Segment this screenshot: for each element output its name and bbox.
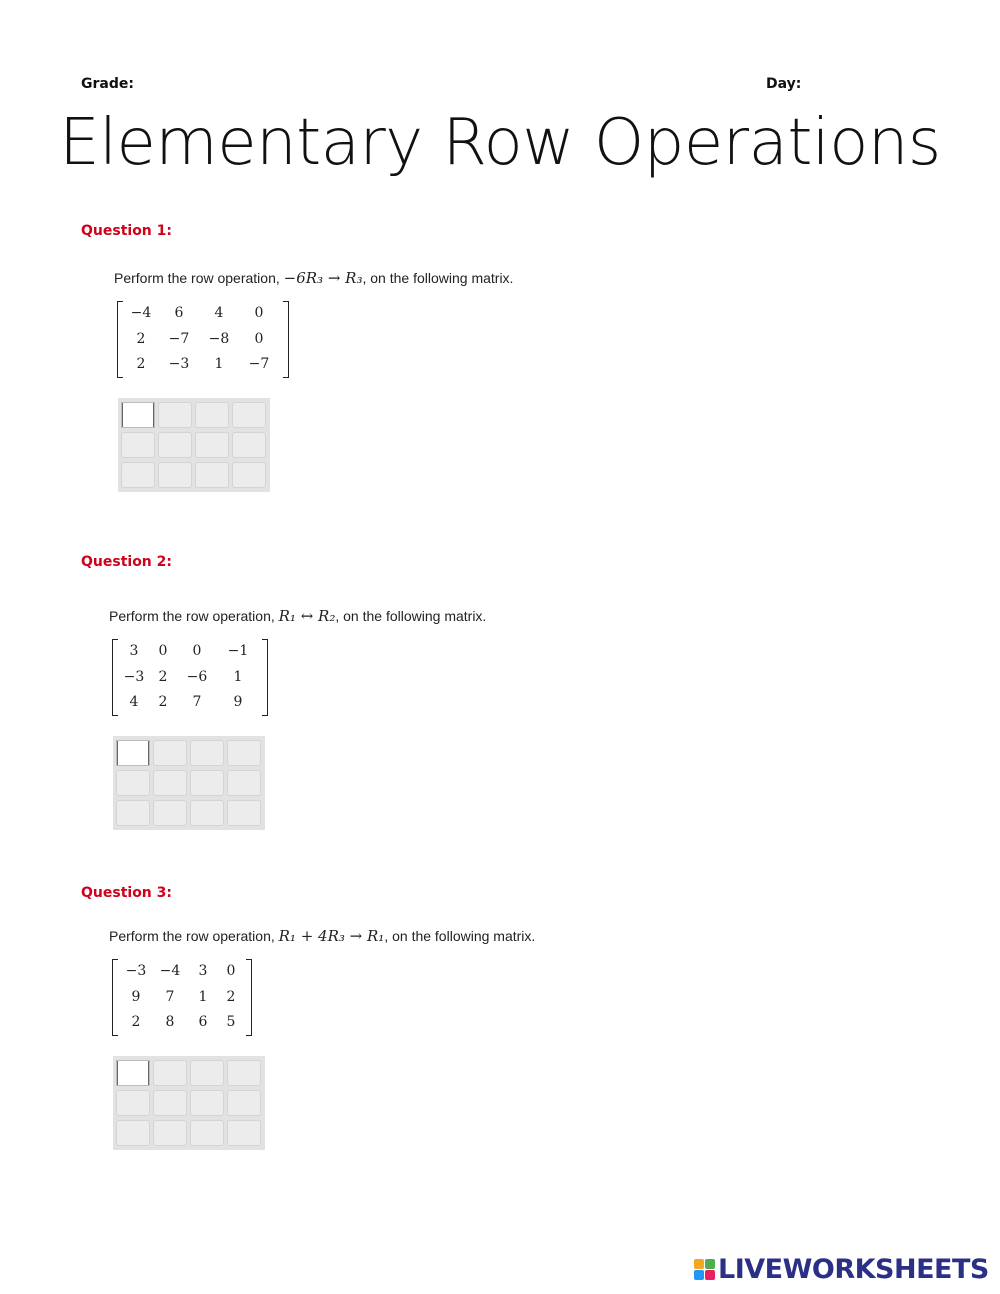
answer-cell-r2-c1[interactable] xyxy=(116,1090,150,1116)
question-1-prompt xyxy=(114,269,513,287)
answer-cell-r2-c4[interactable] xyxy=(232,432,266,458)
prompt-prefix: Perform the row operation, xyxy=(114,270,284,286)
right-bracket xyxy=(246,959,252,1036)
matrix-cell: 2 xyxy=(158,694,168,710)
prompt-suffix: , on the following matrix. xyxy=(362,270,514,286)
answer-cell-r3-c3[interactable] xyxy=(190,800,224,826)
question-3-heading: Question 3: xyxy=(81,885,172,901)
answer-cell-r3-c1[interactable] xyxy=(116,1120,150,1146)
matrix-cell: 4 xyxy=(214,305,224,321)
matrix-cell: 8 xyxy=(165,1014,175,1030)
question-3-matrix xyxy=(112,959,252,1036)
prompt-prefix: Perform the row operation, xyxy=(109,928,279,944)
question-1-answer-grid xyxy=(118,398,270,492)
answer-cell-r2-c3[interactable] xyxy=(195,432,229,458)
answer-cell-r1-c3[interactable] xyxy=(195,402,229,428)
logo-tile xyxy=(694,1270,704,1280)
answer-cell-r2-c1[interactable] xyxy=(121,432,155,458)
matrix-cell: 6 xyxy=(174,305,184,321)
answer-cell-r3-c2[interactable] xyxy=(153,800,187,826)
answer-cell-r2-c1[interactable] xyxy=(116,770,150,796)
answer-cell-r2-c4[interactable] xyxy=(227,770,261,796)
answer-cell-r2-c2[interactable] xyxy=(153,1090,187,1116)
answer-cell-r2-c4[interactable] xyxy=(227,1090,261,1116)
matrix-cell: −3 xyxy=(125,963,147,979)
matrix-cell: 3 xyxy=(129,643,139,659)
row-operation: R₁ ↔ R₂ xyxy=(278,607,336,625)
matrix-cell: 7 xyxy=(165,988,175,1005)
matrix-cell: 2 xyxy=(136,356,146,372)
matrix-cell: 0 xyxy=(254,305,264,321)
matrix-cell: 1 xyxy=(198,988,208,1005)
matrix-cell: 1 xyxy=(214,356,224,372)
answer-cell-r2-c2[interactable] xyxy=(153,770,187,796)
answer-cell-r3-c4[interactable] xyxy=(227,1120,261,1146)
question-2-matrix xyxy=(112,639,268,716)
question-2-answer-grid xyxy=(113,736,265,830)
answer-cell-r1-c1[interactable] xyxy=(116,1060,150,1086)
answer-cell-r3-c2[interactable] xyxy=(153,1120,187,1146)
prompt-suffix: , on the following matrix. xyxy=(384,928,536,944)
liveworksheets-logo-icon xyxy=(694,1259,715,1280)
right-bracket xyxy=(283,301,289,378)
matrix-cell: −6 xyxy=(186,668,208,685)
matrix-cell: −1 xyxy=(227,643,249,659)
answer-cell-r2-c3[interactable] xyxy=(190,770,224,796)
matrix-cell: 0 xyxy=(158,643,168,659)
question-1-matrix xyxy=(117,301,289,378)
liveworksheets-brand xyxy=(694,1254,989,1285)
matrix-cell: −7 xyxy=(168,330,190,347)
matrix-cell: 9 xyxy=(131,988,141,1005)
logo-tile xyxy=(705,1259,715,1269)
right-bracket xyxy=(262,639,268,716)
brand-name: LIVEWORKSHEETS xyxy=(718,1254,989,1285)
matrix-cell: 1 xyxy=(233,668,243,685)
matrix-cell: −4 xyxy=(130,305,152,321)
question-2-heading: Question 2: xyxy=(81,554,172,570)
matrix-cell: 7 xyxy=(192,694,202,710)
matrix-cell: 5 xyxy=(226,1014,236,1030)
matrix-cell: 2 xyxy=(158,668,168,685)
answer-cell-r3-c4[interactable] xyxy=(232,462,266,488)
matrix-cell: 6 xyxy=(198,1014,208,1030)
answer-cell-r2-c3[interactable] xyxy=(190,1090,224,1116)
answer-cell-r1-c4[interactable] xyxy=(227,740,261,766)
day-label: Day: xyxy=(766,76,802,92)
answer-cell-r3-c4[interactable] xyxy=(227,800,261,826)
matrix-cell: 2 xyxy=(226,988,236,1005)
question-2-prompt xyxy=(109,607,486,625)
answer-cell-r1-c1[interactable] xyxy=(116,740,150,766)
prompt-prefix: Perform the row operation, xyxy=(109,608,279,624)
answer-cell-r1-c3[interactable] xyxy=(190,740,224,766)
question-3-prompt xyxy=(109,927,535,945)
answer-cell-r1-c1[interactable] xyxy=(121,402,155,428)
answer-cell-r1-c3[interactable] xyxy=(190,1060,224,1086)
page-title: Elementary Row Operations xyxy=(59,106,941,180)
matrix-cell: 0 xyxy=(226,963,236,979)
logo-tile xyxy=(705,1270,715,1280)
matrix-cell: −8 xyxy=(208,330,230,347)
answer-cell-r3-c3[interactable] xyxy=(190,1120,224,1146)
answer-cell-r3-c1[interactable] xyxy=(121,462,155,488)
answer-cell-r1-c2[interactable] xyxy=(153,1060,187,1086)
matrix-cell: 4 xyxy=(129,694,139,710)
row-operation: −6R₃ → R₃ xyxy=(283,269,363,287)
matrix-grid xyxy=(118,959,246,1036)
answer-cell-r3-c3[interactable] xyxy=(195,462,229,488)
answer-cell-r3-c2[interactable] xyxy=(158,462,192,488)
matrix-cell: 0 xyxy=(254,330,264,347)
answer-cell-r1-c4[interactable] xyxy=(232,402,266,428)
matrix-cell: −7 xyxy=(248,356,270,372)
question-1-heading: Question 1: xyxy=(81,223,172,239)
matrix-grid xyxy=(123,301,283,378)
answer-cell-r1-c4[interactable] xyxy=(227,1060,261,1086)
answer-cell-r1-c2[interactable] xyxy=(158,402,192,428)
answer-cell-r2-c2[interactable] xyxy=(158,432,192,458)
matrix-cell: 2 xyxy=(131,1014,141,1030)
matrix-cell: 9 xyxy=(233,694,243,710)
matrix-cell: −4 xyxy=(159,963,181,979)
answer-cell-r3-c1[interactable] xyxy=(116,800,150,826)
matrix-grid xyxy=(118,639,262,716)
answer-cell-r1-c2[interactable] xyxy=(153,740,187,766)
matrix-cell: 3 xyxy=(198,963,208,979)
matrix-cell: 0 xyxy=(192,643,202,659)
question-3-answer-grid xyxy=(113,1056,265,1150)
logo-tile xyxy=(694,1259,704,1269)
grade-label: Grade: xyxy=(81,76,134,92)
matrix-cell: −3 xyxy=(123,668,145,685)
prompt-suffix: , on the following matrix. xyxy=(335,608,487,624)
row-operation: R₁ + 4R₃ → R₁ xyxy=(278,927,385,945)
matrix-cell: 2 xyxy=(136,330,146,347)
matrix-cell: −3 xyxy=(168,356,190,372)
